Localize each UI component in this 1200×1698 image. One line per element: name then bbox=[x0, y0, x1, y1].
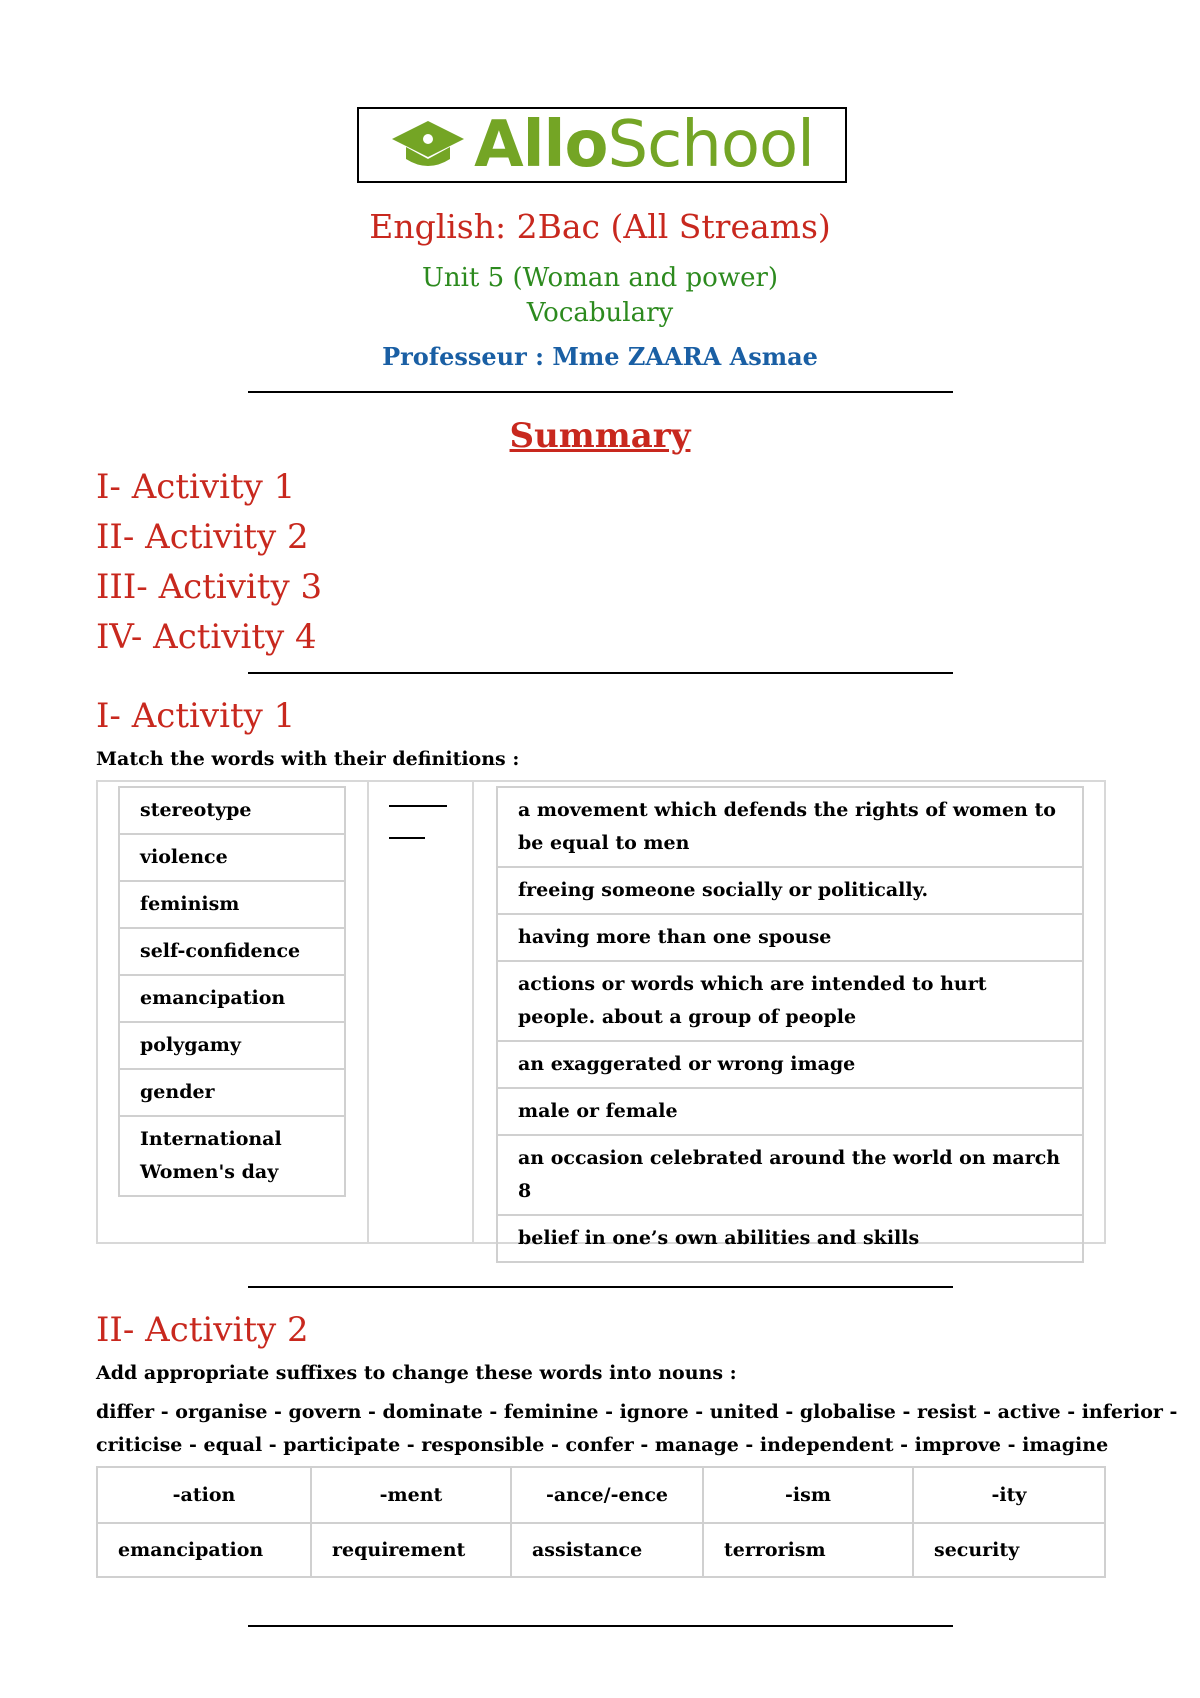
alloschool-logo bbox=[357, 107, 847, 183]
divider bbox=[248, 672, 953, 674]
words-table bbox=[118, 786, 346, 1197]
word-cell: stereotype bbox=[119, 787, 345, 834]
example-cell: terrorism bbox=[703, 1523, 913, 1577]
word-cell: emancipation bbox=[119, 975, 345, 1022]
column-separator bbox=[472, 780, 474, 1244]
divider bbox=[248, 391, 953, 393]
summary-list bbox=[96, 462, 322, 662]
definition-cell: actions or words which are intended to hurt people. about a group of people bbox=[497, 961, 1083, 1041]
word-cell: self-confidence bbox=[119, 928, 345, 975]
answer-line bbox=[389, 805, 447, 807]
example-cell: assistance bbox=[511, 1523, 703, 1577]
suffix-header: -ment bbox=[311, 1467, 511, 1523]
suffix-header: -ation bbox=[97, 1467, 311, 1523]
word-cell: polygamy bbox=[119, 1022, 345, 1069]
activity1-instruction: Match the words with their definitions : bbox=[96, 748, 520, 770]
example-cell: emancipation bbox=[97, 1523, 311, 1577]
course-title: English: 2Bac (All Streams) bbox=[369, 207, 831, 246]
answer-line bbox=[389, 837, 425, 839]
summary-item[interactable]: I- Activity 1 bbox=[96, 467, 296, 507]
word-cell: International Women's day bbox=[119, 1116, 345, 1196]
definition-cell: belief in one’s own abilities and skills bbox=[497, 1215, 1083, 1262]
graduation-cap-icon bbox=[390, 115, 466, 175]
summary-item[interactable]: II- Activity 2 bbox=[96, 517, 309, 557]
definition-cell: freeing someone socially or politically. bbox=[497, 867, 1083, 914]
word-cell: gender bbox=[119, 1069, 345, 1116]
summary-title: Summary bbox=[509, 416, 691, 456]
suffix-header: -ance/-ence bbox=[511, 1467, 703, 1523]
definition-cell: a movement which defends the rights of women to be equal to men bbox=[497, 787, 1083, 867]
example-cell: security bbox=[913, 1523, 1105, 1577]
teacher-name: Professeur : Mme ZAARA Asmae bbox=[382, 342, 818, 371]
summary-item[interactable]: IV- Activity 4 bbox=[96, 617, 317, 657]
column-separator bbox=[367, 780, 369, 1244]
unit-title: Unit 5 (Woman and power) bbox=[421, 263, 779, 293]
logo-wordmark: AlloSchool bbox=[474, 108, 814, 182]
word-cell: violence bbox=[119, 834, 345, 881]
activity1-title: I- Activity 1 bbox=[96, 696, 296, 736]
summary-item[interactable]: III- Activity 3 bbox=[96, 567, 323, 607]
suffix-table bbox=[96, 1466, 1106, 1578]
word-list-line: differ - organise - govern - dominate - feminine - ignore - united - globalise - resist - active - inferior - bbox=[96, 1401, 1178, 1423]
divider bbox=[248, 1625, 953, 1627]
word-list-line: criticise - equal - participate - responsible - confer - manage - independent - improve - imagine bbox=[96, 1434, 1109, 1456]
word-cell: feminism bbox=[119, 881, 345, 928]
definition-cell: having more than one spouse bbox=[497, 914, 1083, 961]
definition-cell: an exaggerated or wrong image bbox=[497, 1041, 1083, 1088]
definition-cell: male or female bbox=[497, 1088, 1083, 1135]
definition-cell: an occasion celebrated around the world on march 8 bbox=[497, 1135, 1083, 1215]
activity2-title: II- Activity 2 bbox=[96, 1310, 309, 1350]
example-cell: requirement bbox=[311, 1523, 511, 1577]
divider bbox=[248, 1286, 953, 1288]
suffix-header: -ism bbox=[703, 1467, 913, 1523]
activity2-instruction: Add appropriate suffixes to change these words into nouns : bbox=[96, 1362, 737, 1384]
definitions-table bbox=[496, 786, 1084, 1263]
suffix-header: -ity bbox=[913, 1467, 1105, 1523]
topic-title: Vocabulary bbox=[526, 298, 674, 328]
